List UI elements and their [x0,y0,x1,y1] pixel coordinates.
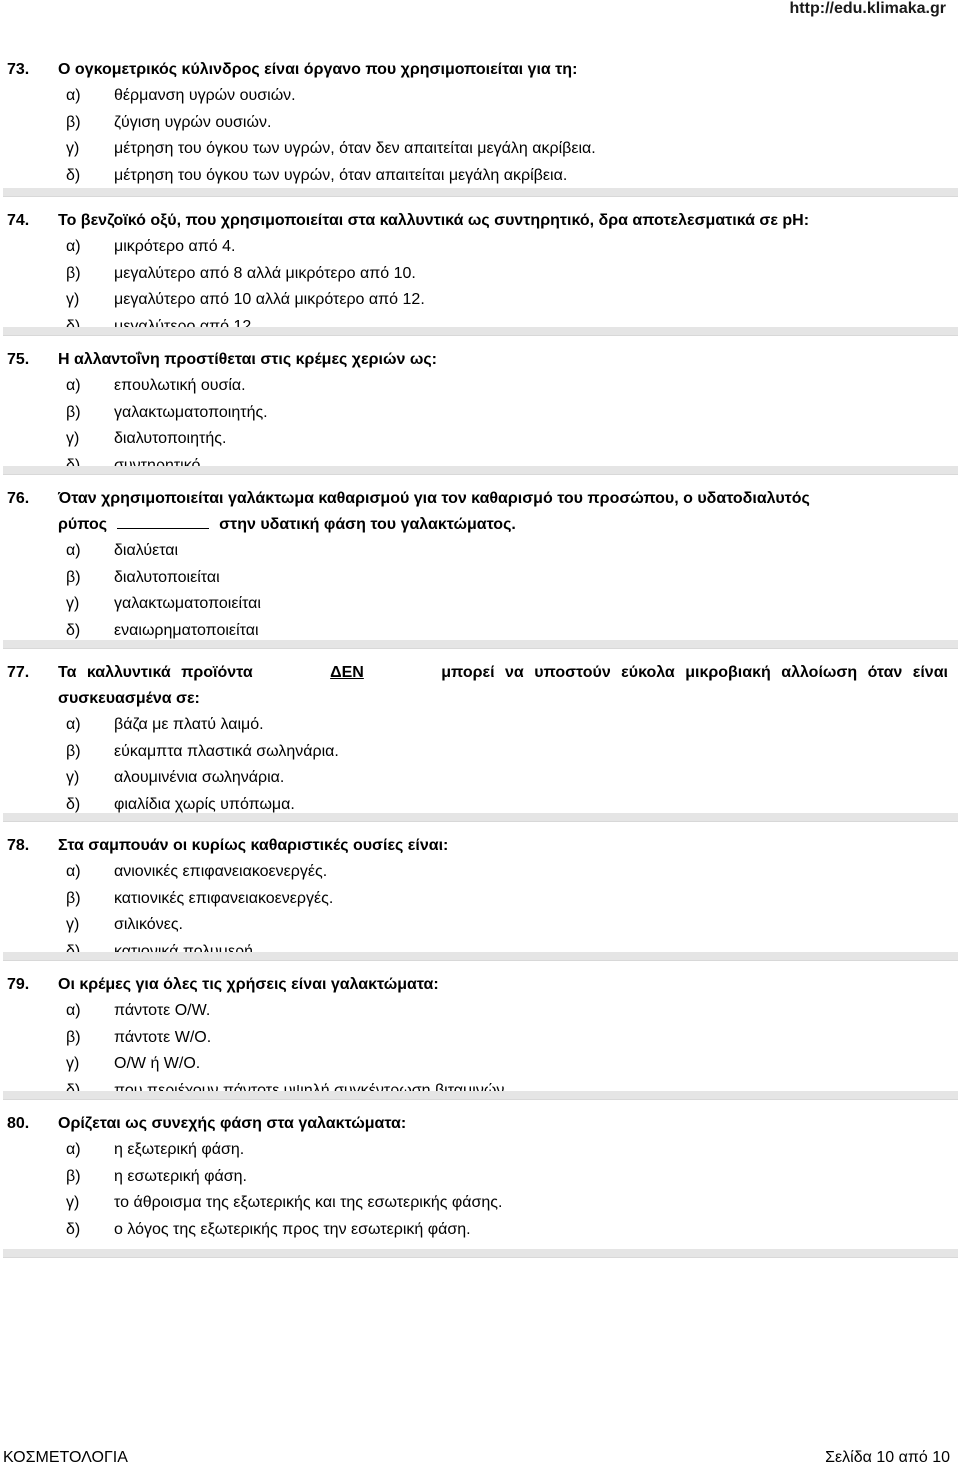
question-text: Το βενζοϊκό οξύ, που χρησιμοποιείται στα καλλυντικά ως συντηρητικό, δρα αποτελεσματικά σε pH: [58,212,810,229]
separator [3,1249,958,1258]
option-a: α) θέρμανση υγρών ουσιών. [66,87,296,104]
option-c: γ) γαλακτωματοποιείται [66,595,261,613]
option-a: α) ανιονικές επιφανειακοενεργές. [66,863,328,880]
option-c: γ) μέτρηση του όγκου των υγρών, όταν δεν απαιτείται μεγάλη ακρίβεια. [66,140,596,158]
question-number: 76. [7,490,30,507]
option-a: α) βάζα με πλατύ λαιμό. [66,716,264,733]
separator [3,327,958,336]
question-79 [0,952,960,1104]
question-76 [0,466,960,644]
footer-subject: ΚΟΣΜΕΤΟΛΟΓΙΑ [3,1449,128,1466]
option-b: β) η εσωτερική φάση. [66,1167,247,1185]
question-text: Η αλλαντοΐνη προστίθεται στις κρέμες χεριών ως: [58,351,437,368]
option-c: γ) O/W ή W/O. [66,1055,201,1073]
option-b: β) διαλυτοποιείται [66,568,220,586]
question-77 [0,640,960,818]
option-b: β) μεγαλύτερο από 8 αλλά μικρότερο από 10. [66,264,416,282]
option-d: δ) ο λόγος της εξωτερικής προς την εσωτερική φάση. [66,1220,471,1238]
question-text: Ορίζεται ως συνεχής φάση στα γαλακτώματα: [58,1115,407,1132]
question-number: 77. [7,664,30,681]
separator [3,188,958,197]
separator [3,1091,958,1100]
option-b: β) ζύγιση υγρών ουσιών. [66,113,272,131]
option-b: β) εύκαμπτα πλαστικά σωληνάρια. [66,742,339,760]
option-b: β) πάντοτε W/O. [66,1028,212,1046]
option-a: α) η εξωτερική φάση. [66,1141,245,1158]
option-a: α) μικρότερο από 4. [66,238,236,255]
question-number: 75. [7,351,30,368]
question-number: 78. [7,837,30,854]
question-number: 74. [7,212,30,229]
question-text: Στα σαμπουάν οι κυρίως καθαριστικές ουσίες είναι: [58,837,449,854]
option-a: α) διαλύεται [66,542,179,559]
option-d: δ) μέτρηση του όγκου των υγρών, όταν απαιτείται μεγάλη ακρίβεια. [66,166,568,184]
question-text: Ο ογκομετρικός κύλινδρος είναι όργανο που χρησιμοποιείται για τη: [58,61,578,78]
question-73 [0,57,960,189]
emphasis-not: ΔΕΝ [330,664,364,681]
option-c: γ) μεγαλύτερο από 10 αλλά μικρότερο από 12. [66,291,425,309]
separator [3,640,958,649]
page-footer [0,1447,960,1473]
question-text: Τα καλλυντικά προϊόντα ΔΕΝ μπορεί να υποστούν εύκολα μικροβιακή αλλοίωση όταν είναι συσκευασμένα σε: [58,660,948,712]
option-d: δ) εναιωρηματοποιείται [66,621,259,639]
question-number: 80. [7,1115,30,1132]
option-b: β) κατιονικές επιφανειακοενεργές. [66,889,334,907]
footer-page-number: Σελίδα 10 από 10 [825,1449,950,1466]
option-d: δ) φιαλίδια χωρίς υπόπωμα. [66,795,295,813]
fill-in-blank [117,514,209,529]
option-a: α) πάντοτε O/W. [66,1002,211,1019]
option-b: β) γαλακτωματοποιητής. [66,403,268,421]
question-number: 73. [7,61,30,78]
separator [3,952,958,961]
question-text: Οι κρέμες για όλες τις χρήσεις είναι γαλακτώματα: [58,976,439,993]
separator [3,466,958,475]
question-78 [0,813,960,965]
question-74 [0,188,960,340]
separator [3,813,958,822]
option-c: γ) διαλυτοποιητής. [66,430,227,448]
question-text: Όταν χρησιμοποιείται γαλάκτωμα καθαρισμού για τον καθαρισμό του προσώπου, ο υδατοδιαλυτός ρύπος στην υδατική φάση του γαλακτώματος. [58,490,810,533]
option-c: γ) το άθροισμα της εξωτερικής και της εσωτερικής φάσης. [66,1194,503,1212]
question-75 [0,327,960,479]
option-c: γ) σιλικόνες. [66,916,183,934]
question-number: 79. [7,976,30,993]
header-url[interactable]: http://edu.klimaka.gr [789,0,946,17]
option-a: α) επουλωτική ουσία. [66,377,246,394]
option-c: γ) αλουμινένια σωληνάρια. [66,769,285,787]
question-80 [0,1091,960,1269]
